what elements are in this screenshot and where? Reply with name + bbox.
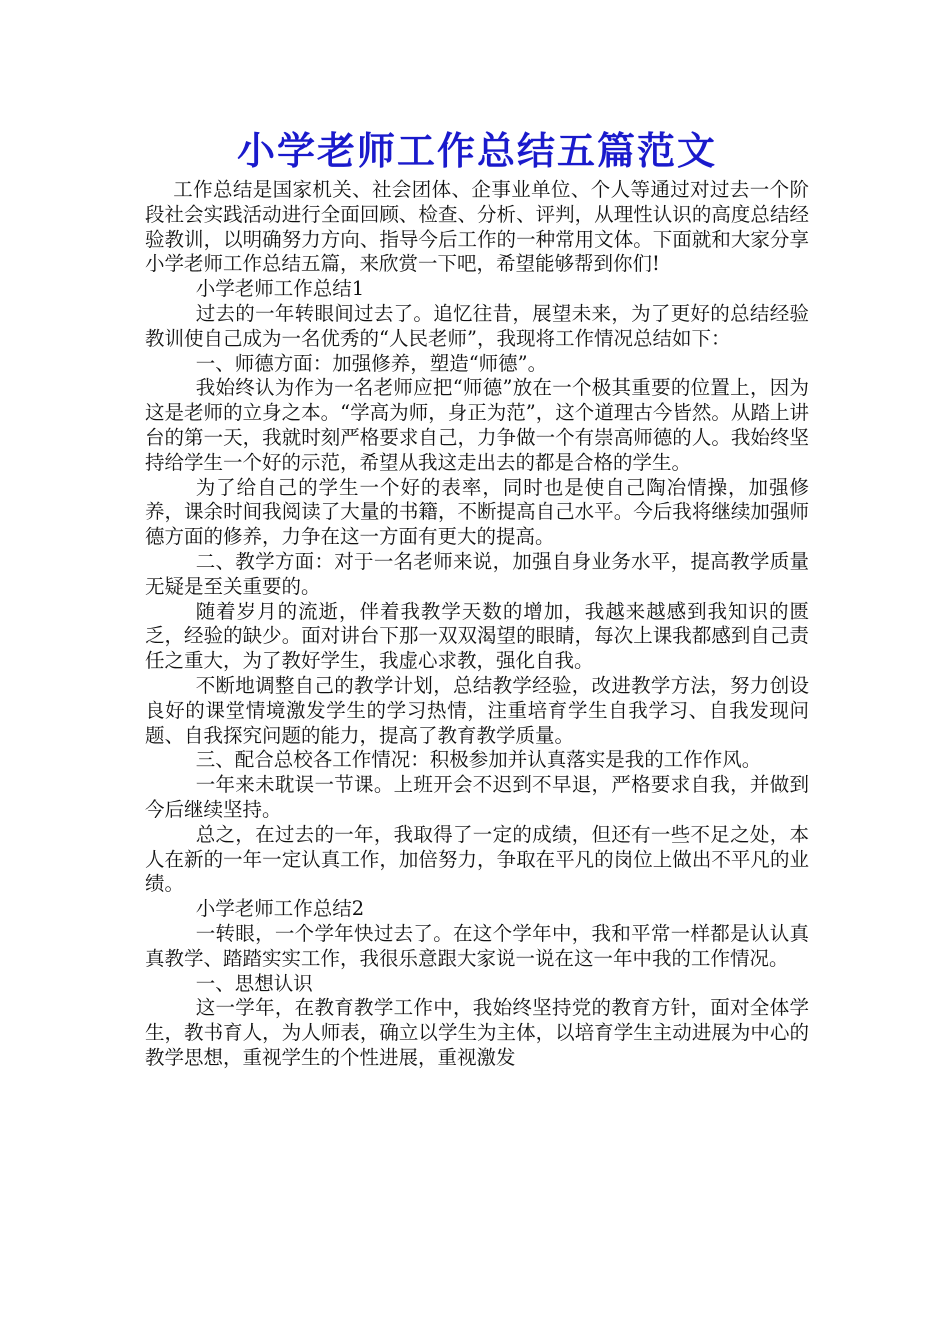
body-paragraph: 一转眼，一个学年快过去了。在这个学年中，我和平常一样都是认认真真教学、踏踏实实工作，我很乐意跟大家说一说在这一年中我的工作情况。 (145, 921, 809, 970)
body-paragraph: 不断地调整自己的教学计划，总结教学经验，改进教学方法，努力创设良好的课堂情境激发学生的学习热情，注重培育学生自我学习、自我发现问题、自我探究问题的能力，提高了教育教学质量。 (145, 673, 809, 747)
body-paragraph: 一年来未耽误一节课。上班开会不迟到不早退，严格要求自我，并做到今后继续坚持。 (145, 773, 809, 821)
document-body (145, 178, 809, 1071)
body-paragraph: 这一学年，在教育教学工作中，我始终坚持党的教育方针，面对全体学生，教书育人，为人师表，确立以学生为主体，以培育学生主动进展为中心的教学思想，重视学生的个性进展，重视激发 (145, 996, 809, 1069)
subsection-heading-ethics: 一、师德方面：加强修养，塑造“师德”。 (195, 351, 548, 375)
body-paragraph: 我始终认为作为一名老师应把“师德”放在一个极其重要的位置上，因为这是老师的立身之本。“学高为师，身正为范”，这个道理古今皆然。从踏上讲台的第一天，我就时刻严格要求自己，力争做一个有崇高师德的人。我始终坚持给学生一个好的示范，希望从我这走出去的都是合格的学生。 (145, 376, 809, 474)
section-heading-summary-2: 小学老师工作总结2 (195, 897, 365, 921)
subsection-heading-thinking: 一、思想认识 (195, 971, 313, 995)
subsection-heading-cooperation: 三、配合总校各工作情况：积极参加并认真落实是我的工作作风。 (195, 748, 762, 772)
subsection-heading-teaching: 二、教学方面：对于一名老师来说，加强自身业务水平，提高教学质量无疑是至关重要的。 (145, 549, 809, 598)
body-paragraph: 随着岁月的流逝，伴着我教学天数的增加，我越来越感到我知识的匮乏，经验的缺少。面对讲台下那一双双渴望的眼睛，每次上课我都感到自己责任之重大，为了教好学生，我虚心求教，强化自我。 (145, 599, 809, 673)
body-paragraph: 为了给自己的学生一个好的表率，同时也是使自己陶冶情操，加强修养，课余时间我阅读了大量的书籍，不断提高自己水平。今后我将继续加强师德方面的修养，力争在这一方面有更大的提高。 (145, 475, 809, 549)
document-page (145, 124, 809, 1071)
body-paragraph: 过去的一年转眼间过去了。追忆往昔，展望未来，为了更好的总结经验教训使自己成为一名优秀的“人民老师”，我现将工作情况总结如下： (145, 301, 809, 350)
intro-paragraph: 工作总结是国家机关、社会团体、企事业单位、个人等通过对过去一个阶段社会实践活动进行全面回顾、检查、分析、评判，从理性认识的高度总结经验教训，以明确努力方向、指导今后工作的一种常用文体。下面就和大家分享小学老师工作总结五篇，来欣赏一下吧，希望能够帮到你们! (145, 178, 809, 276)
body-paragraph: 总之，在过去的一年，我取得了一定的成绩，但还有一些不足之处，本人在新的一年一定认真工作，加倍努力，争取在平凡的岗位上做出不平凡的业绩。 (145, 822, 809, 896)
section-heading-summary-1: 小学老师工作总结1 (195, 277, 365, 301)
document-title: 小学老师工作总结五篇范文 (236, 128, 717, 173)
